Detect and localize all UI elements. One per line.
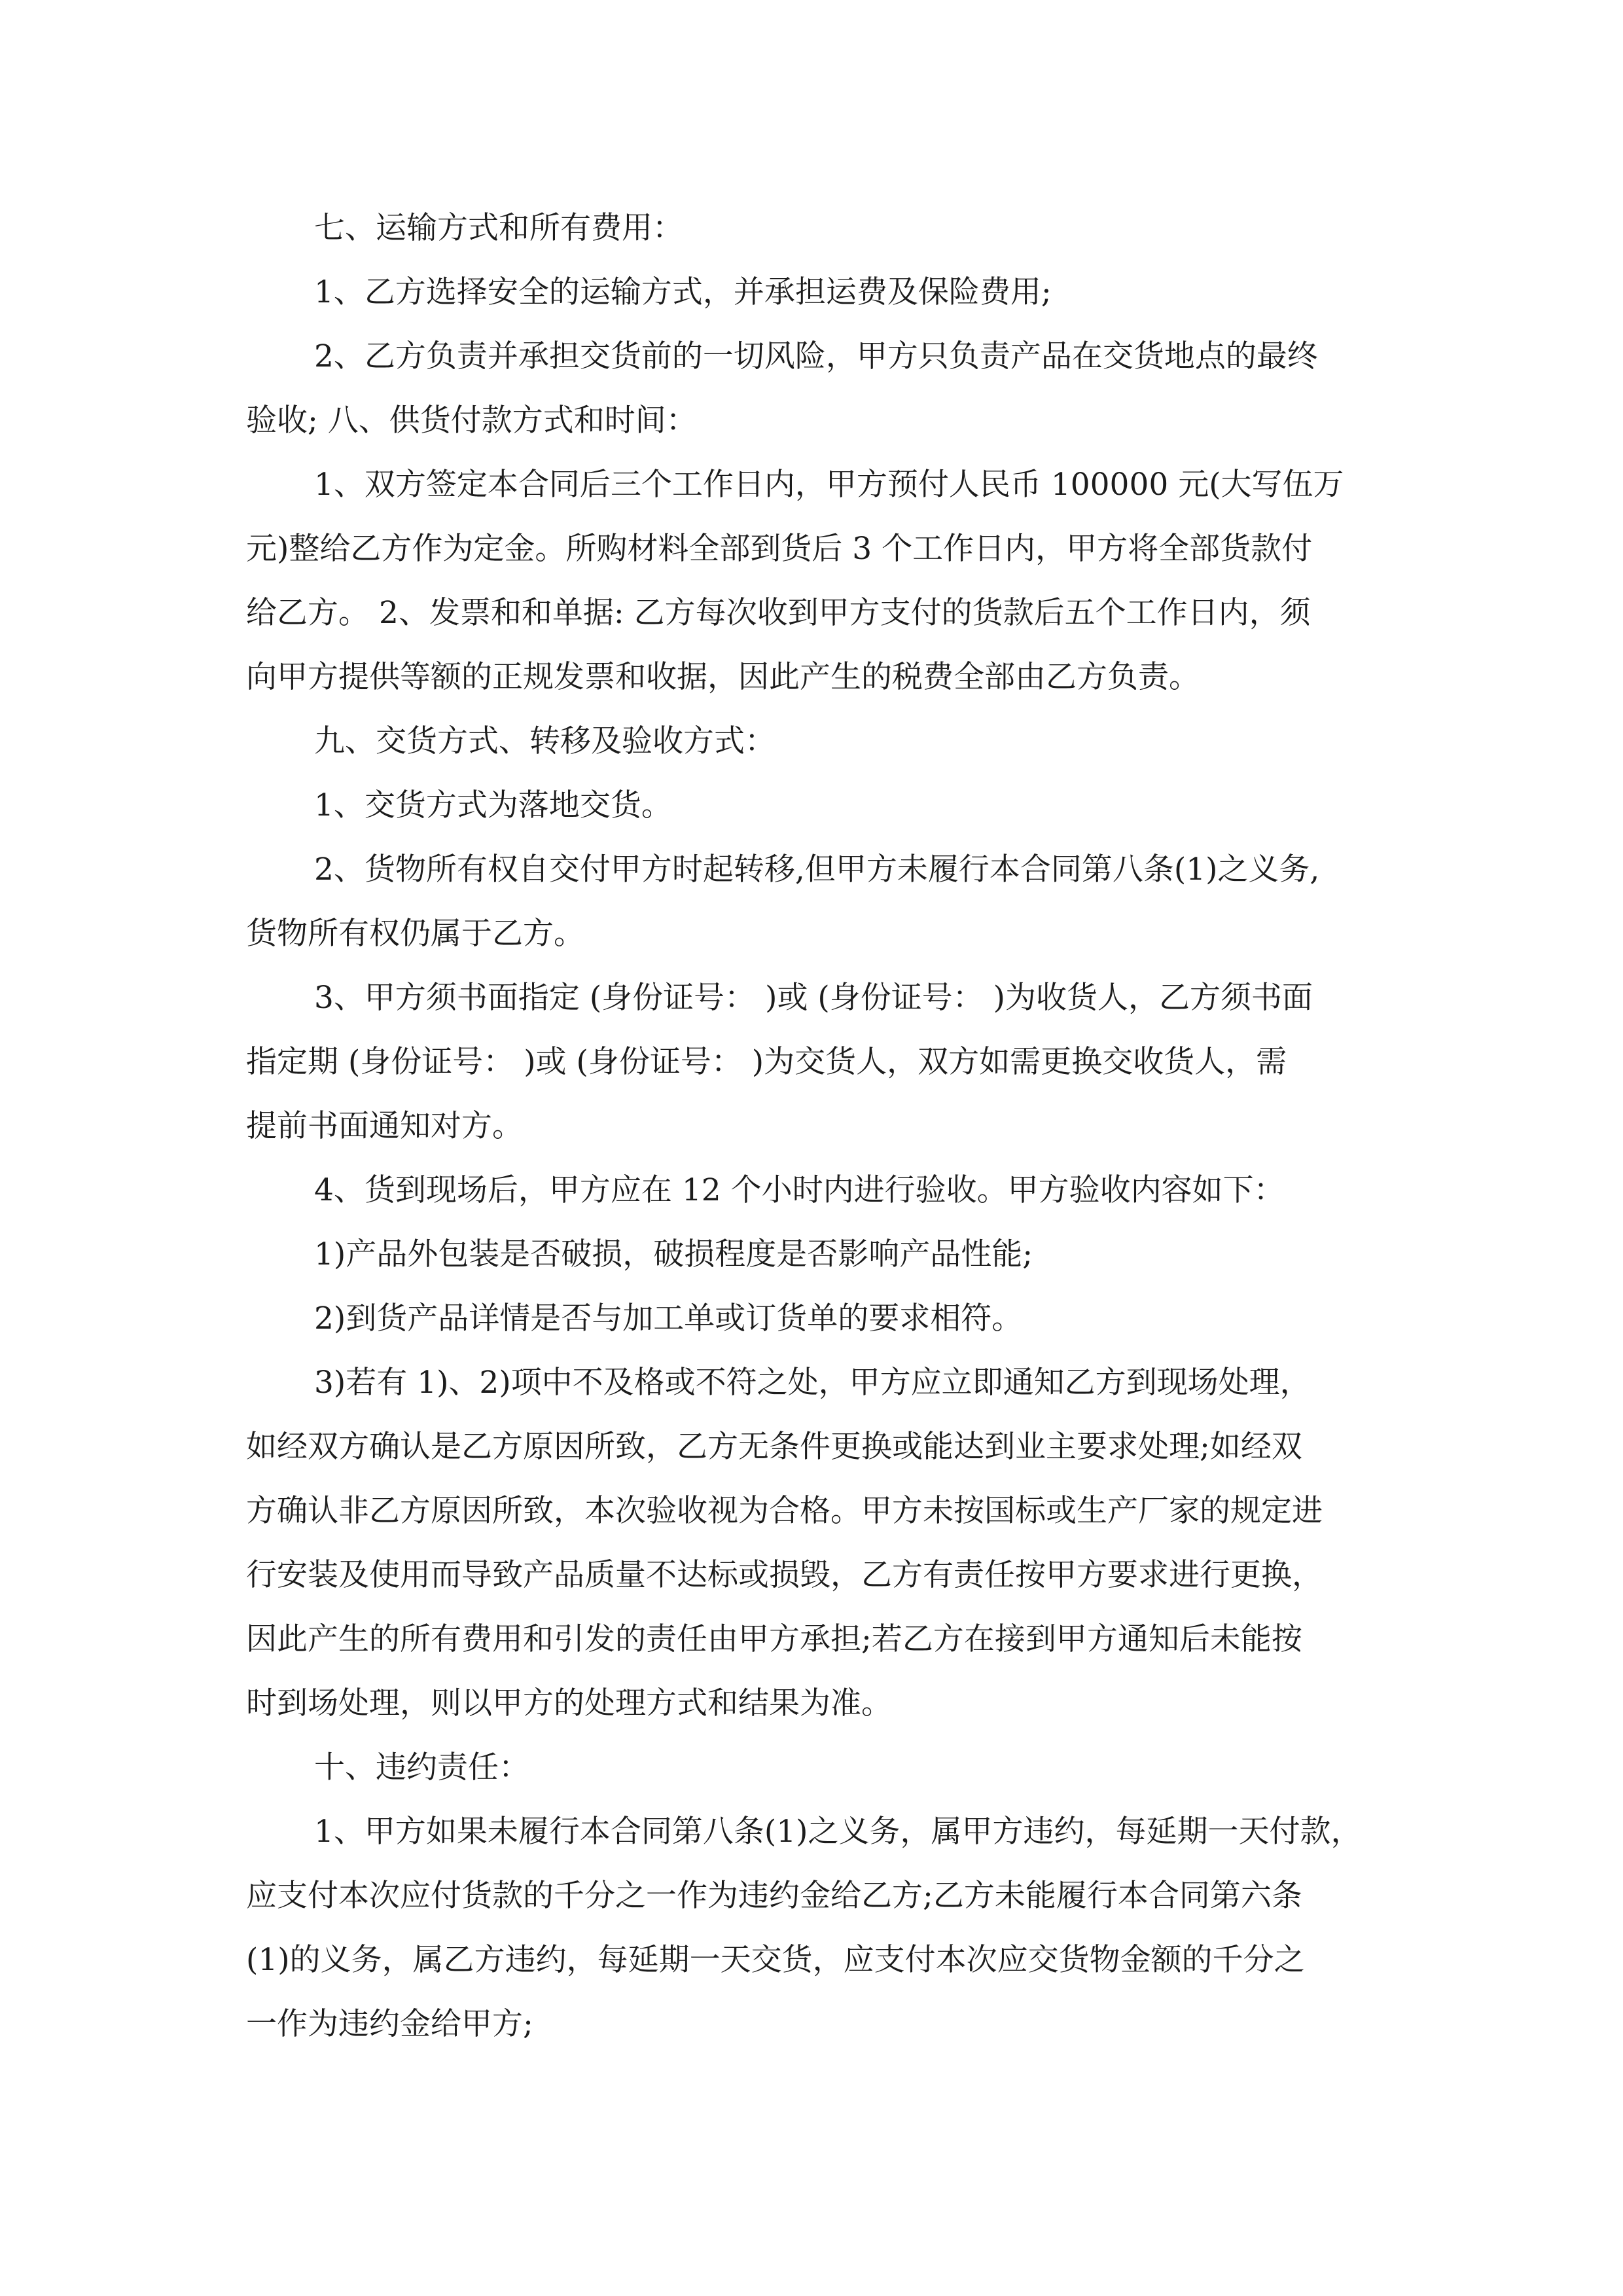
paragraph-line: 1、交货方式为落地交货。 [314, 787, 672, 823]
paragraph-line: 一作为违约金给甲方; [246, 2006, 533, 2042]
section-heading-breach: 十、违约责任： [314, 1749, 529, 1785]
paragraph-line: 指定期 (身份证号： )或 (身份证号： )为交货人，双方如需更换交收货人，需 [246, 1044, 1287, 1080]
paragraph-line: 2、货物所有权自交付甲方时起转移,但甲方未履行本合同第八条(1)之义务, [314, 852, 1320, 888]
paragraph-line: 2、乙方负责并承担交货前的一切风险，甲方只负责产品在交货地点的最终 [314, 338, 1318, 374]
paragraph-line: 如经双方确认是乙方原因所致，乙方无条件更换或能达到业主要求处理;如经双 [246, 1429, 1302, 1465]
paragraph-line: 货物所有权仍属于乙方。 [246, 916, 584, 952]
paragraph-line: 元)整给乙方作为定金。所购材料全部到货后 3 个工作日内，甲方将全部货款付 [246, 531, 1313, 567]
paragraph-line: 3)若有 1)、2)项中不及格或不符之处，甲方应立即通知乙方到现场处理， [314, 1365, 1311, 1401]
section-heading-transport: 七、运输方式和所有费用： [314, 210, 683, 246]
paragraph-line: 2)到货产品详情是否与加工单或订货单的要求相符。 [314, 1300, 1023, 1336]
section-heading-delivery: 九、交货方式、转移及验收方式： [314, 723, 776, 759]
paragraph-line: 应支付本次应付货款的千分之一作为违约金给乙方;乙方未能履行本合同第六条 [246, 1878, 1302, 1914]
paragraph-line: 向甲方提供等额的正规发票和收据，因此产生的税费全部由乙方负责。 [246, 659, 1200, 695]
paragraph-line: 4、货到现场后，甲方应在 12 个小时内进行验收。甲方验收内容如下： [314, 1172, 1285, 1208]
paragraph-line: 给乙方。 2、发票和和单据: 乙方每次收到甲方支付的货款后五个工作日内，须 [246, 595, 1311, 631]
paragraph-line: 验收; 八、供货付款方式和时间： [246, 403, 697, 439]
paragraph-line: 行安装及使用而导致产品质量不达标或损毁，乙方有责任按甲方要求进行更换， [246, 1557, 1323, 1593]
paragraph-line: (1)的义务，属乙方违约，每延期一天交货，应支付本次应交货物金额的千分之 [246, 1942, 1305, 1978]
paragraph-line: 时到场处理，则以甲方的处理方式和结果为准。 [246, 1685, 892, 1721]
paragraph-line: 提前书面通知对方。 [246, 1108, 523, 1144]
paragraph-line: 方确认非乙方原因所致，本次验收视为合格。甲方未按国标或生产厂家的规定进 [246, 1493, 1323, 1529]
paragraph-line: 因此产生的所有费用和引发的责任由甲方承担;若乙方在接到甲方通知后未能按 [246, 1621, 1302, 1657]
paragraph-line: 1、甲方如果未履行本合同第八条(1)之义务，属甲方违约，每延期一天付款， [314, 1814, 1362, 1850]
paragraph-line: 1、乙方选择安全的运输方式，并承担运费及保险费用; [314, 274, 1052, 310]
paragraph-line: 1、双方签定本合同后三个工作日内，甲方预付人民币 100000 元(大写伍万 [314, 467, 1344, 503]
paragraph-line: 3、甲方须书面指定 (身份证号： )或 (身份证号： )为收货人，乙方须书面 [314, 980, 1313, 1016]
paragraph-line: 1)产品外包装是否破损，破损程度是否影响产品性能; [314, 1236, 1033, 1272]
